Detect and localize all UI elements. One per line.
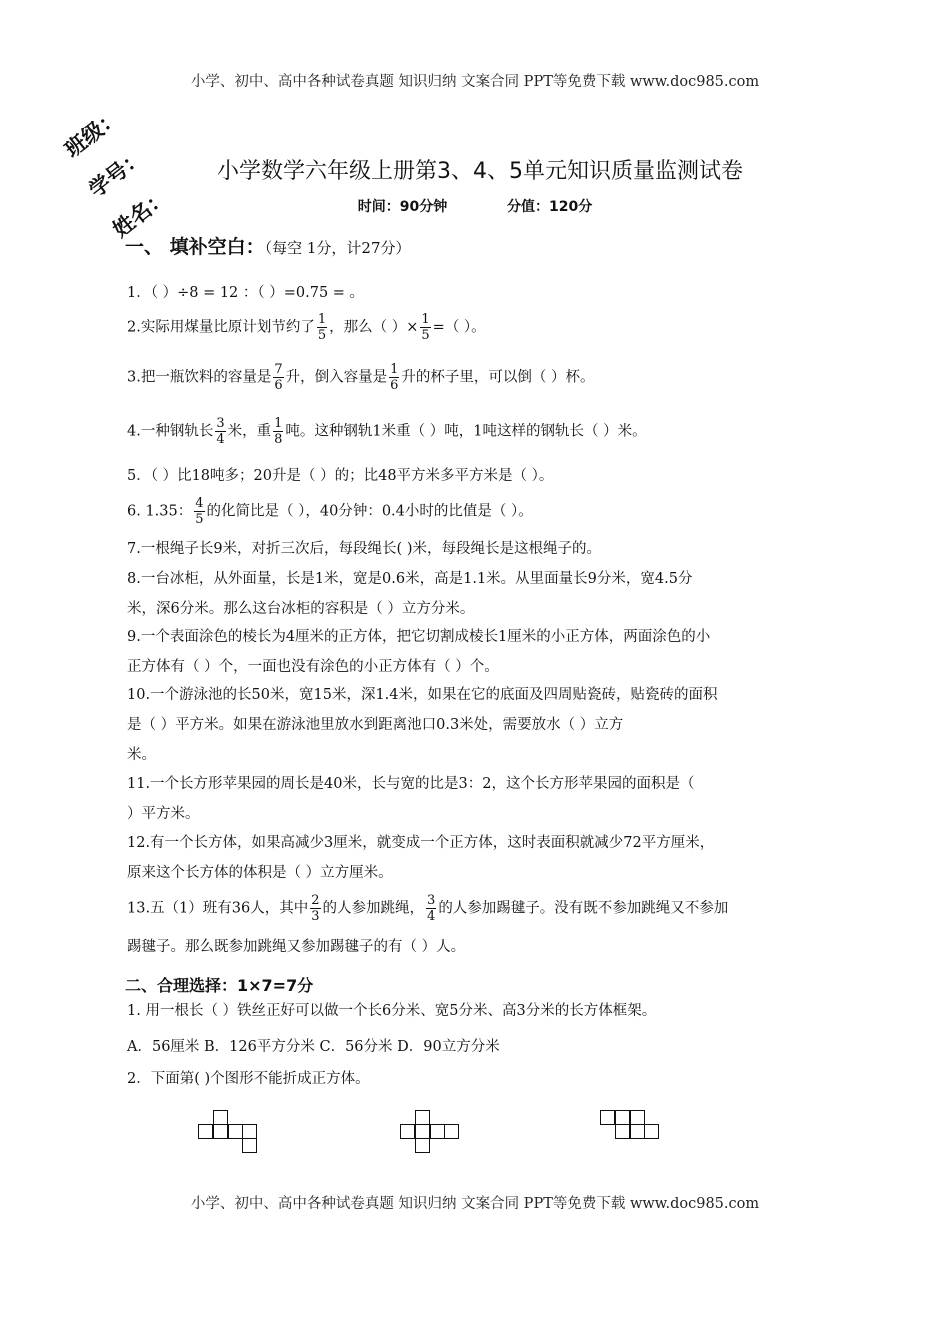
name-label: 姓名： xyxy=(108,184,173,243)
page-header: 小学、初中、高中各种试卷真题 知识归纳 文案合同 PPT等免费下载 www.doc985.com xyxy=(190,74,760,90)
question-2-1: 1. 用一根长（ ）铁丝正好可以做一个长6分米、宽5分米、高3分米的长方体框架。 A．56厘米 B．126平方分米 C．56分米 D．90立方分米 xyxy=(127,996,827,1062)
fraction: $\frac{3}{4}$ xyxy=(427,893,436,924)
question-1-7: 7.一根绳子长9米，对折三次后，每段绳长( )米，每段绳长是这根绳子的。 xyxy=(127,541,601,557)
fraction: $\frac{2}{3}$ xyxy=(311,893,320,924)
exam-score: 分值：120分 xyxy=(507,199,593,215)
question-1-4: 4.一种钢轨长 $\frac{3}{4}$ 米，重 $\frac{1}{8}$ 吨。这种钢轨1米重（ ）吨，1吨这样的钢轨长（ ）米。 xyxy=(127,416,647,447)
question-2-2: 2．下面第( )个图形不能折成正方体。 xyxy=(127,1071,370,1087)
question-1-8: 8.一台冰柜，从外面量，长是1米，宽是0.6米，高是1.1米。从里面量长9分米，宽4.5分 米，深6分米。那么这台冰柜的容积是（ ）立方分米。 xyxy=(127,571,693,617)
fraction: $\frac{1}{5}$ xyxy=(317,312,327,343)
fraction: $\frac{1}{6}$ xyxy=(390,362,399,393)
page-footer: 小学、初中、高中各种试卷真题 知识归纳 文案合同 PPT等免费下载 www.doc985.com xyxy=(190,1196,760,1212)
question-1-1: 1．（ ）÷8 = 12 ：（ ）=0.75 = 。 xyxy=(127,285,365,301)
question-1-13: 13.五（1）班有36人，其中 $\frac{2}{3}$ 的人参加跳绳， $\frac{3}{4}$ 的人参加踢毽子。没有既不参加跳绳又不参加 踢毽子。那么既参加跳绳又参加踢毽子的有（ ）人。 xyxy=(127,893,729,955)
fraction: $\frac{3}{4}$ xyxy=(216,416,225,447)
cube-net-1 xyxy=(198,1110,258,1155)
cube-net-2 xyxy=(400,1110,460,1155)
question-1-11: 11.一个长方形苹果园的周长是40米，长与宽的比是3：2，这个长方形苹果园的面积是（ ）平方米。 xyxy=(127,776,695,822)
section-2-heading: 二、合理选择：1×7=7分 xyxy=(125,976,314,995)
cube-net-3 xyxy=(600,1110,662,1142)
section-1-heading: 一、 填补空白：（每空 1分，计27分） xyxy=(125,236,411,258)
question-1-10: 10.一个游泳池的长50米，宽15米，深1.4米，如果在它的底面及四周贴瓷砖，贴瓷砖的面积 是（ ）平方米。如果在游泳池里放水到距离池口0.3米处，需要放水（ ）立方 米。 xyxy=(127,687,718,763)
question-1-9: 9.一个表面涂色的棱长为4厘米的正方体，把它切割成棱长1厘米的小正方体，两面涂色的小 正方体有（ ）个，一面也没有涂色的小正方体有（ ）个。 xyxy=(127,629,711,675)
fraction: $\frac{4}{5}$ xyxy=(195,496,204,527)
question-1-12: 12.有一个长方体，如果高减少3厘米，就变成一个正方体，这时表面积就减少72平方厘米， 原来这个长方体的体积是（ ）立方厘米。 xyxy=(127,835,715,881)
class-label: 班级： xyxy=(60,104,125,163)
student-info-stamp xyxy=(52,100,173,243)
question-1-3: 3.把一瓶饮料的容量是 $\frac{7}{6}$ 升，倒入容量是 $\frac{1}{6}$ 升的杯子里，可以倒（ ）杯。 xyxy=(127,362,595,393)
exam-meta xyxy=(0,196,950,216)
exam-time: 时间：90分钟 xyxy=(357,199,448,215)
question-1-5: 5．（ ）比18吨多；20升是（ ）的；比48平方米多平方米是（ ）。 xyxy=(127,468,554,484)
fraction: $\frac{1}{8}$ xyxy=(274,416,283,447)
fraction: $\frac{1}{5}$ xyxy=(421,312,430,343)
question-1-6: 6. 1.35： $\frac{4}{5}$ 的化简比是（ ），40分钟：0.4小时的比值是（ ）。 xyxy=(127,496,533,527)
question-2-1-options: A．56厘米 B．126平方分米 C．56分米 D．90立方分米 xyxy=(127,1039,500,1055)
exam-title: 小学数学六年级上册第3、4、5单元知识质量监测试卷 xyxy=(217,159,743,184)
question-1-2: 2.实际用煤量比原计划节约了 $\frac{1}{5}$ ，那么（ ）× $\frac{1}{5}$ =（ ）。 xyxy=(127,312,486,343)
fraction: $\frac{7}{6}$ xyxy=(274,362,283,393)
student-number-label: 学号： xyxy=(84,144,149,203)
